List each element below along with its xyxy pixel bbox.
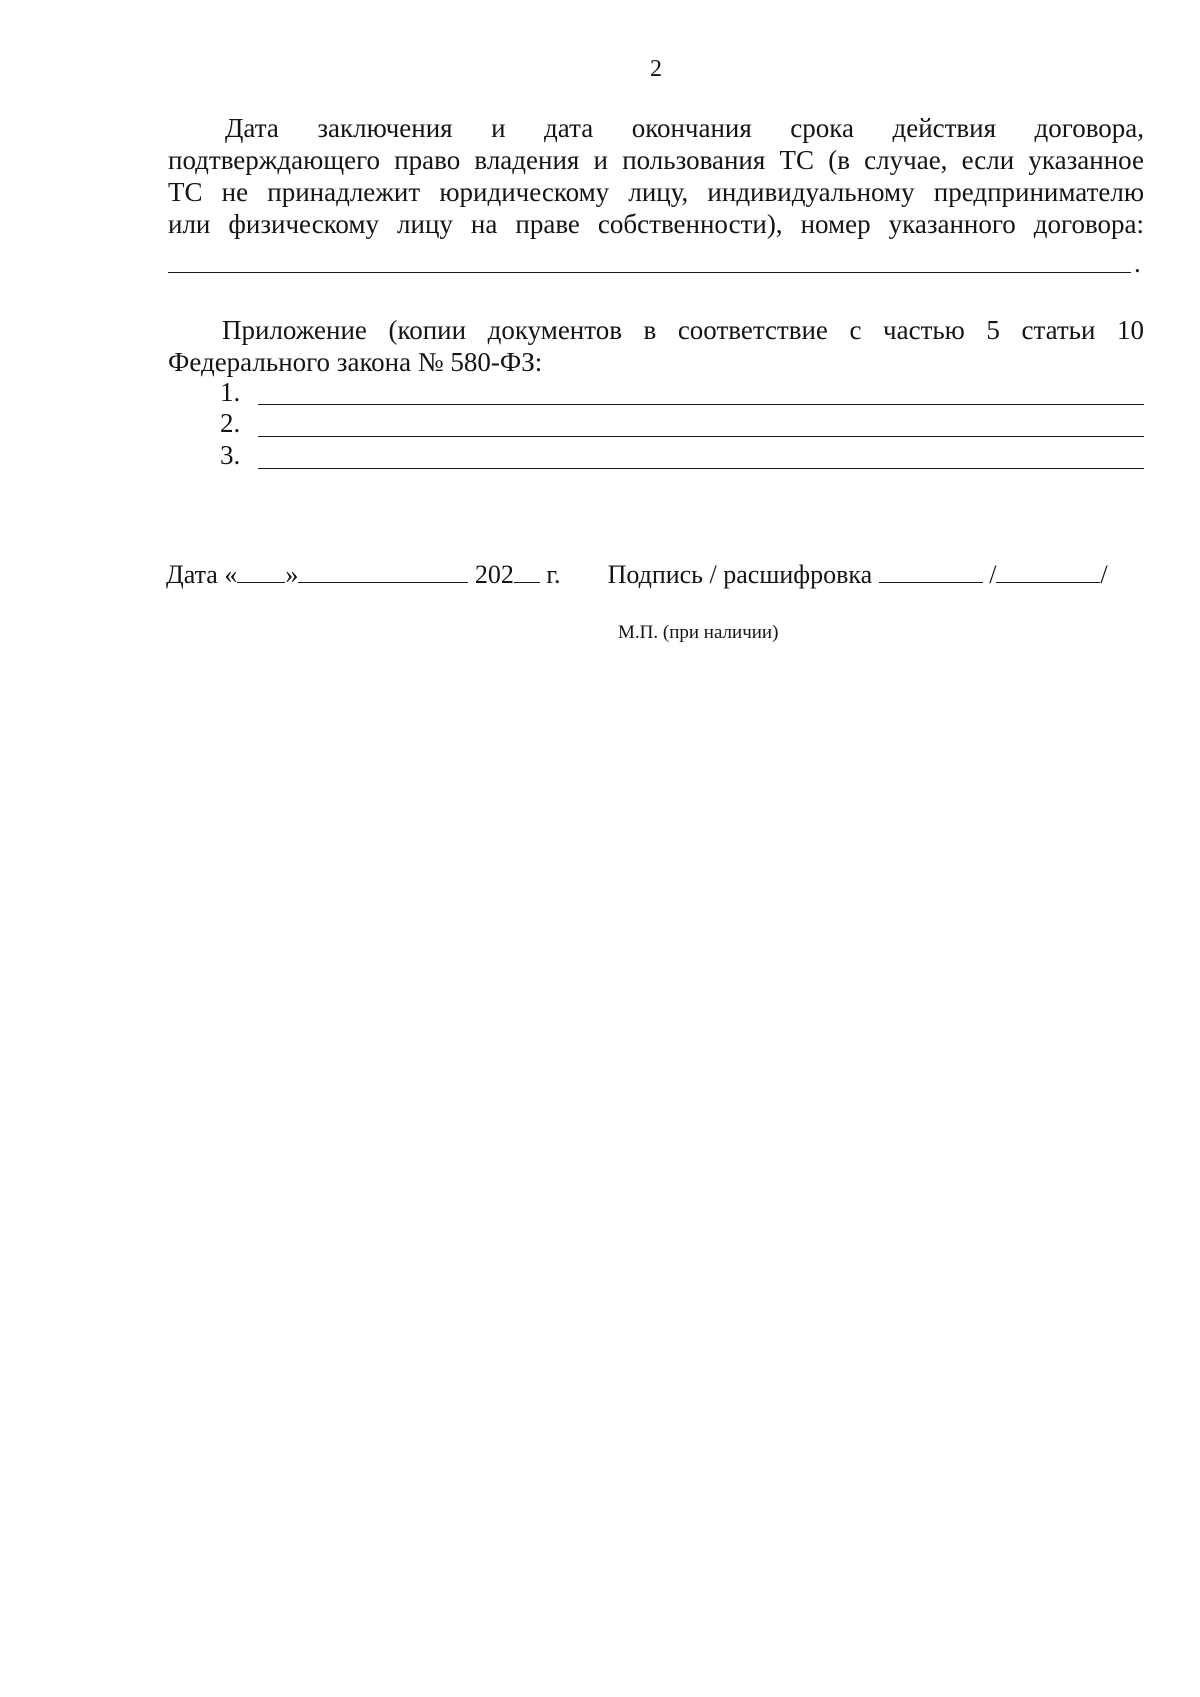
signature-slash: / bbox=[989, 560, 997, 589]
appendix-paragraph bbox=[168, 314, 1144, 378]
signature-slash: / bbox=[1100, 560, 1108, 589]
name-decoding-fill-line[interactable] bbox=[996, 562, 1100, 583]
signature-row bbox=[166, 560, 1146, 590]
date-close-quote: » bbox=[285, 560, 299, 589]
month-fill-line[interactable] bbox=[298, 562, 468, 583]
page-number: 2 bbox=[650, 56, 662, 82]
stamp-note: М.П. (при наличии) bbox=[618, 622, 779, 643]
year-fill-line[interactable] bbox=[514, 562, 540, 583]
signature-fill-line[interactable] bbox=[879, 562, 983, 583]
day-fill-line[interactable] bbox=[237, 562, 285, 583]
signature-label: Подпись / расшифровка bbox=[607, 560, 873, 589]
appendix-item-3-fill-line[interactable] bbox=[258, 468, 1144, 469]
paragraph-line: ТС не принадлежит юридическому лицу, индивидуальному предпринимателю bbox=[168, 177, 1144, 207]
contract-end-mark: . bbox=[1134, 248, 1141, 278]
appendix-line: Федерального закона № 580-ФЗ: bbox=[168, 347, 543, 377]
paragraph-line: или физическому лицу на праве собственности), номер указанного договора: bbox=[168, 209, 1144, 239]
paragraph-line: подтверждающего право владения и пользования ТС (в случае, если указанное bbox=[168, 145, 1144, 175]
contract-number-fill-line[interactable] bbox=[168, 272, 1131, 273]
date-label: Дата « bbox=[166, 560, 238, 589]
year-suffix: г. bbox=[546, 560, 561, 589]
appendix-item-2-fill-line[interactable] bbox=[258, 436, 1144, 437]
paragraph-line: Дата заключения и дата окончания срока действия договора, bbox=[225, 113, 1144, 143]
appendix-line: Приложение (копии документов в соответствие с частью 5 статьи 10 bbox=[222, 315, 1144, 345]
appendix-item-1-fill-line[interactable] bbox=[258, 404, 1144, 405]
contract-paragraph bbox=[168, 112, 1144, 240]
appendix-item-number: 1. bbox=[220, 377, 241, 407]
appendix-item-number: 2. bbox=[220, 408, 241, 438]
appendix-item-number: 3. bbox=[220, 440, 241, 470]
year-prefix: 202 bbox=[474, 560, 514, 589]
